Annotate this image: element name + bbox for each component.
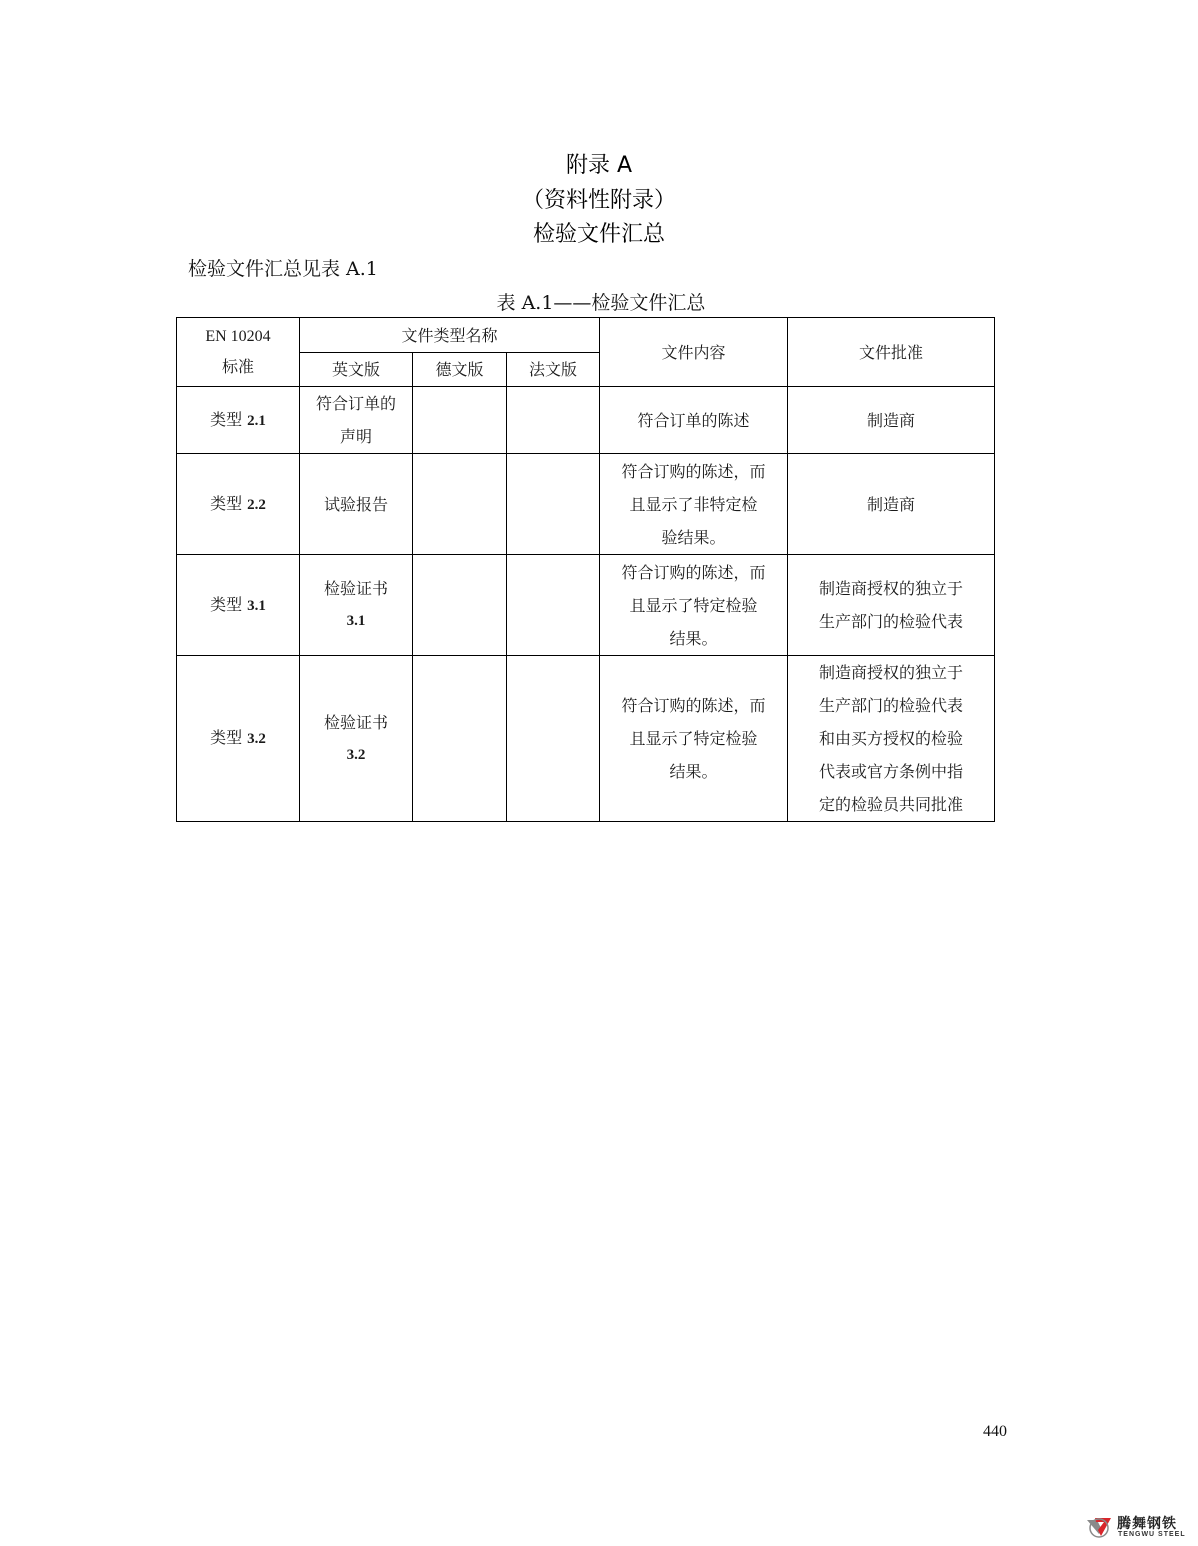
header-french: 法文版 [507,353,600,387]
cell-french [507,555,600,656]
cell-approval-line: 代表或官方条例中指 [819,762,964,781]
appendix-title: 附录 A [565,153,633,178]
cell-type [177,555,300,656]
cell-french [507,656,600,822]
cell-type [177,454,300,555]
cell-approval-line: 生产部门的检验代表 [819,612,964,631]
cell-content-line: 结果。 [669,762,718,781]
page-number: 440 [983,1423,1007,1440]
intro-text: 检验文件汇总见表 A.1 [188,258,378,280]
appendix-subtitle: （资料性附录） [521,188,676,213]
cell-content [600,555,788,656]
cell-type-label: 类型 [210,728,248,747]
cell-content-line: 且显示了特定检验 [629,595,758,615]
cell-approval [788,656,995,822]
cell-content-line: 符合订单的陈述 [637,410,750,430]
cell-approval-line: 制造商 [867,410,916,430]
cell-french [507,387,600,454]
cell-english-line: 声明 [339,427,372,446]
header-row [177,318,995,353]
cell-french [507,454,600,555]
cell-english-line: 3.1 [346,613,366,629]
cell-german [413,555,507,656]
cell-approval-line: 制造商授权的独立于 [819,663,964,682]
cell-approval-line: 制造商授权的独立于 [819,579,964,598]
inspection-documents-table [176,317,995,822]
table-row [177,387,995,454]
cell-type-number: 3.2 [247,731,266,747]
header-standard-line1: EN 10204 [205,328,271,345]
cell-content [600,387,788,454]
header-standard [177,318,300,387]
cell-english-line: 试验报告 [323,494,388,514]
cell-content-line: 且显示了非特定检 [629,494,758,514]
header-standard-line2: 标准 [221,357,254,376]
cell-english-line: 检验证书 [323,712,388,732]
cell-type-number: 2.1 [247,412,266,429]
cell-type-number: 3.1 [247,597,266,614]
header-english: 英文版 [300,353,413,387]
logo-name-en: TENGWU STEEL [1118,1531,1186,1538]
cell-content-line: 验结果。 [661,527,726,547]
table-row [177,555,995,656]
cell-approval-line: 定的检验员共同批准 [819,795,964,814]
table-row [177,454,995,555]
cell-approval [788,387,995,454]
header-doc-type-name: 文件类型名称 [300,318,600,353]
cell-english-line: 符合订单的 [315,394,396,413]
cell-english-line: 3.2 [346,746,366,763]
logo-name-cn: 腾舞钢铁 [1117,1516,1177,1532]
header-approval: 文件批准 [788,318,995,387]
cell-type [177,387,300,454]
cell-content-line: 结果。 [669,628,718,648]
company-logo [1085,1510,1195,1542]
cell-english [300,656,413,822]
cell-approval [788,555,995,656]
cell-type-label: 类型 [210,493,248,513]
cell-english [300,454,413,555]
cell-type [177,656,300,822]
cell-content-line: 符合订购的陈述，而 [621,562,766,582]
header-content: 文件内容 [600,318,788,387]
cell-english [300,387,413,454]
cell-type-label: 类型 [210,594,248,614]
cell-content-line: 且显示了特定检验 [629,729,758,748]
cell-type-label: 类型 [210,409,248,429]
cell-type-number: 2.2 [247,496,266,513]
cell-content [600,656,788,822]
cell-approval [788,454,995,555]
table-row [177,656,995,822]
cell-german [413,387,507,454]
cell-german [413,656,507,822]
cell-approval-line: 生产部门的检验代表 [819,696,964,715]
logo-mark-icon [1085,1516,1113,1538]
cell-content [600,454,788,555]
appendix-heading: 检验文件汇总 [532,222,665,247]
header-german: 德文版 [413,353,507,387]
cell-approval-line: 和由买方授权的检验 [819,729,964,748]
cell-german [413,454,507,555]
cell-approval-line: 制造商 [867,494,916,514]
cell-content-line: 符合订购的陈述，而 [621,461,766,481]
cell-english [300,555,413,656]
cell-english-line: 检验证书 [323,579,388,598]
cell-content-line: 符合订购的陈述，而 [621,696,766,715]
table-caption: 表 A.1——检验文件汇总 [496,292,706,314]
